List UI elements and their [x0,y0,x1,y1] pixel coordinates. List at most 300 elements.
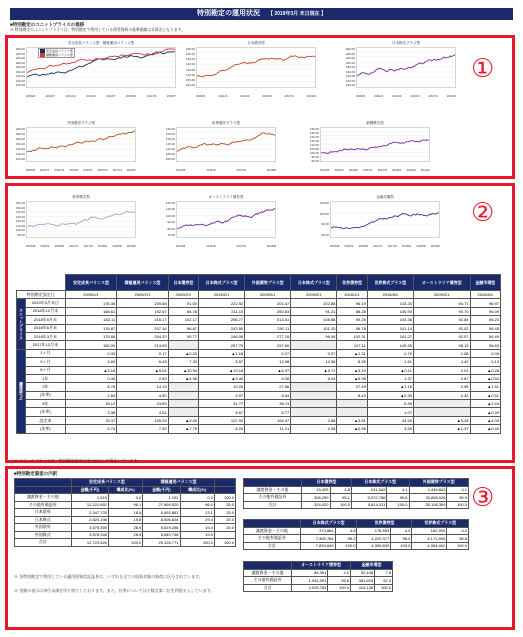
y-axis-labels [318,201,329,237]
table-cell: 100.0 [108,539,142,547]
x-tick-label: 2019/2 [420,168,430,172]
column-header: 積極運用バランス型 [117,275,168,291]
table-cell: 256.77 [199,316,245,324]
y-tick-label: 70.00 [167,232,175,237]
x-tick-label: 2017/3 [112,168,122,172]
column-header: 日本債券型 [168,275,198,291]
column-header: 金融市場型 [470,275,500,291]
x-tick-label: 2017/2 [373,244,383,248]
table-header-row [15,479,236,487]
table-cell: 29.4 [180,516,214,524]
charts-row2-chart-3 [309,121,430,172]
table-cell: 8.95 [337,358,367,366]
table-cell: 25.0 [214,501,235,509]
table-cell: 1,151 [143,494,180,502]
table-cell: 95.77 [168,332,198,340]
table-cell: 241,542 [351,486,386,494]
table-row [17,324,501,332]
sub-header: 構成比(%) [180,486,214,494]
table-cell [168,383,198,391]
y-tick-label: 90.00 [167,220,175,225]
x-tick-label: 2016/2 [334,168,344,172]
table-cell: 18.12 [65,400,116,408]
table-cell: 122.92 [199,416,245,424]
chart-plot [176,201,276,247]
y-tick-label: 140.00 [15,210,25,215]
x-tick-label: 2016/8 [358,244,368,248]
table-cell: 2.84 [65,391,116,399]
x-tick-label: 2017/2 [363,168,373,172]
table-cell: 12.98 [245,358,291,366]
table-cell: 102.17 [168,316,198,324]
table-cell: 27,969,520 [143,501,180,509]
table-cell: 2,028,783 [292,584,328,592]
table-cell: 4.1 [447,486,469,494]
table-cell: 100.0 [447,542,469,550]
x-tick-label: 2018/7 [126,168,136,172]
y-axis-labels [308,127,319,161]
table-cell [168,391,198,399]
y-tick-label: 160.00 [15,69,25,74]
x-tick-label: 2015/8 [176,168,186,172]
table-cell: 176.87 [65,324,116,332]
row-label: その他有価証券 [244,577,292,585]
charts-row1-chart-3 [345,41,456,98]
x-axis-labels [330,244,440,248]
table-cell: ▲13.18 [199,366,245,374]
charts-row1-chart-2 [185,41,316,98]
y-tick-label: 110.00 [166,147,175,151]
table-cell: 0.17 [117,349,168,357]
row-label: 日本債券 [15,509,72,517]
group-header: 日本債券型 [301,479,351,487]
table-cell: 7,460,784 [300,535,335,543]
table-cell: 96.87 [168,324,198,332]
row-label: 合計 [244,584,292,592]
table-cell: 192.67 [117,307,168,315]
table-cell: 207.16 [117,324,168,332]
x-tick-label: 2018/2 [391,168,402,172]
table-cell: 92.02 [413,324,470,332]
y-axis-labels [164,127,175,161]
x-tick-label: 2018/8 [416,244,426,248]
table-cell: 11.21 [245,425,291,433]
table-cell: 2.87 [413,374,470,382]
table-cell: 99.26 [337,316,367,324]
table-cell: 3.59 [367,425,413,433]
table-row [17,307,501,315]
y-axis-labels [344,47,355,87]
row-label: 特別勘定設定日 [17,291,66,299]
table-cell: 4.8 [335,527,357,535]
x-tick-label: 2010/7 [40,168,50,172]
table-cell: 8,506,624 [143,516,180,524]
row-label: (年率) [26,391,66,399]
series-line-1 [357,55,455,76]
x-axis-labels [26,244,136,248]
table-cell [168,408,198,416]
table-cell: 14.13 [117,383,168,391]
table-cell: 20.0 [214,524,235,532]
x-tick-label: 2017/8 [83,244,93,248]
table-cell: 19.4 [180,524,214,532]
x-tick-label: 2017/8 [236,244,246,248]
y-tick-label: 260.00 [15,47,25,51]
row-label: 2018年12月末 [26,307,66,315]
y-axis-labels [14,127,25,161]
table-cell: ▲4.03 [470,416,500,424]
y-tick-label: 220.00 [15,127,25,131]
x-axis-labels [356,94,456,98]
y-tick-label: 100.00 [309,151,319,155]
table-cell [291,391,337,399]
table-cell: 1.07 [367,408,413,416]
table-cell: 101.20 [291,324,337,332]
x-tick-label: 2018/8 [266,244,276,248]
table-row [17,416,501,424]
chart-plot [26,127,136,171]
table-cell: 2009/2/1 [291,291,337,299]
table-cell: 24.69 [117,400,168,408]
chart-title: 世界株式型 [72,195,90,199]
y-tick-label: 100.00 [165,157,175,161]
table-cell: 7.32 [117,425,168,433]
table-cell: 96.09 [470,307,500,315]
table-cell: 94.71 [413,299,470,307]
table-row [15,501,236,509]
chart-legend [38,48,75,58]
table-row [17,291,501,299]
table-cell: 96.99 [291,332,337,340]
y-tick-label: 95.00 [311,155,319,159]
table-cell: 6.26 [245,374,291,382]
x-tick-label: 2017/3 [284,94,294,98]
y-tick-label: 240.00 [345,51,355,56]
chart-plot [320,127,430,171]
y-tick-label: 110.00 [166,207,175,212]
table-cell: 140.93 [367,307,413,315]
table-cell: 100.0 [214,539,235,547]
table-cell: 19.00 [199,383,245,391]
y-tick-label: 120.00 [345,78,355,83]
table-row [244,486,469,494]
y-tick-label: 99.00 [321,232,329,237]
table-row [15,524,236,532]
y-tick-label: 120.00 [15,219,25,224]
table-cell: 95.9 [447,494,469,502]
table-row [17,391,501,399]
chart-title: 外国債券プラス型 [67,121,95,125]
x-tick-label: 2017/2 [69,244,79,248]
table-cell: 5.67 [199,408,245,416]
table-cell: 7.8 [375,569,393,577]
table-row [244,494,469,502]
charts-row2-chart-1 [15,121,136,172]
row-label: その他有価証券 [244,535,301,543]
y-axis-labels [14,201,25,237]
x-tick-label: 2010/7 [45,94,55,98]
table-cell: 92.84 [413,316,470,324]
table-cell: 141.14 [367,324,413,332]
table-cell: 0.05 [470,349,500,357]
group-header: 金融市場型 [351,562,393,570]
x-tick-label: 2016/8 [206,168,216,172]
x-axis-labels [176,168,276,172]
row-label: 1ヶ月 [26,349,66,357]
table-row [244,501,469,509]
table-cell [291,408,337,416]
y-tick-label: 180.00 [345,65,355,69]
table-cell: 96.45 [470,324,500,332]
table-cell: 4,399,830 [357,542,391,550]
table-cell: 4.8 [330,486,351,494]
table-cell: 414,138 [351,584,375,592]
row-label: 合計 [244,542,301,550]
table-cell: 96.0 [180,501,214,509]
table-cell: 5,619,286 [143,524,180,532]
y-tick-label: 115.00 [186,67,195,72]
x-tick-label: 2013/3 [240,94,250,98]
table-cell: 0.33 [65,349,116,357]
chart-title: 新興株式型 [366,121,384,125]
y-tick-label: 200.00 [345,60,355,65]
table-cell: 2009/2/1 [245,291,291,299]
table-cell: 35,106,369 [409,501,447,509]
table-cell: 92.2 [375,577,393,585]
column-header: 安定成長バランス型 [65,275,116,291]
table-cell [337,408,367,416]
x-axis-labels [26,94,176,98]
chart-frame [197,48,316,88]
table-cell [168,400,198,408]
table-cell: ▲0.98 [337,425,367,433]
table-cell: 4,171,500 [412,535,447,543]
group-header: 外国債券プラス型 [409,479,469,487]
row-label: 3年 [26,383,66,391]
table-cell: 2,347,725 [71,509,108,517]
table-cell: 23.1 [180,509,214,517]
table-cell: 5,572,786 [351,494,386,502]
table-cell: 88.28 [337,307,367,315]
table-cell: 43.20 [367,416,413,424]
table-cell: 2009/2/1 [65,291,116,299]
table-cell: 84.78 [168,307,198,315]
section3-heading: ■特別勘定資産の内訳 [14,471,58,476]
table-cell: 222.92 [199,299,245,307]
table-cell: 7.33 [168,358,198,366]
y-tick-label: 130.00 [15,214,25,219]
table-cell: 100.0 [447,501,469,509]
table-cell: 3,675,359 [71,524,108,532]
table-cell [291,341,337,349]
callout-number-3: ③ [471,483,495,513]
table-cell: 100.0 [375,584,393,592]
table-cell: 5,814,311 [351,501,386,509]
group-header: 世界債券型 [357,520,412,528]
table-cell: 96.78 [337,324,367,332]
table-cell: 95.1 [330,494,351,502]
bottom-note-2: ※ 金額の表示は単位未満を切り捨てしております。また、比率については小数点第二位を四捨五入しています。 [14,588,215,593]
table-cell: 96.97 [470,299,500,307]
page-title: 特別勘定の運用状況 [196,10,260,17]
table-cell: 91.00 [168,299,198,307]
table-cell: 1.08 [413,349,470,357]
table-cell [291,383,337,391]
row-label: その他有価証券 [244,494,302,502]
table-row [15,516,236,524]
y-tick-label: 105.00 [165,152,175,156]
table-cell: 8.20 [199,425,245,433]
corner-cell [244,520,301,528]
x-tick-label: 2014/7 [83,168,93,172]
chart-title: 安定成長バランス型・積極運用バランス型 [67,41,135,45]
table-cell: 4.42 [413,358,470,366]
page-title-bar [10,8,513,20]
table-cell [337,400,367,408]
x-tick-label: 2009/3 [356,94,366,98]
table-cell: 5,649,748 [143,531,180,539]
table-row [17,383,501,391]
y-tick-label: 160.00 [15,201,25,205]
charts-row3-chart-3 [319,195,440,248]
sub-header: 金額(千円) [71,486,108,494]
x-tick-label: 2017/8 [377,168,387,172]
table-cell: ▲1.37 [413,425,470,433]
x-tick-label: 2011/11 [54,168,65,172]
table-header-row [244,479,469,487]
group-header: 日本株式プラス型 [300,520,357,528]
row-label: 譲渡資金・その他 [244,486,302,494]
table-cell: 4,222,977 [357,535,391,543]
table-cell: 141.27 [367,332,413,340]
table-cell: 2015/8/1 [367,291,413,299]
table-row [17,425,501,433]
x-tick-label: 2016/8 [206,244,216,248]
column-header: 日本株式プラス型 [291,275,337,291]
column-header: 外国債券プラス型 [245,275,291,291]
table-row [244,535,469,543]
table-row [15,539,236,547]
group-header: 日本株式プラス型 [351,479,409,487]
row-label: 1年 [26,374,66,382]
table-cell: 2016/2/1 [337,291,367,299]
table-cell: 19.8 [108,516,142,524]
series-line-1 [197,56,315,77]
y-tick-label: 140.00 [345,74,355,78]
chart-frame [321,128,430,162]
corner-cell [244,562,292,570]
table-cell: 381,693 [351,577,375,585]
chart-title: 日本株式プラス型 [392,41,420,45]
table-cell: ▲3.16 [65,366,116,374]
charts-row1-chart-1 [15,41,176,98]
table-cell: ▲4.98 [168,374,198,382]
table-cell: 12.56 [291,358,337,366]
table-cell: 4.1 [387,486,409,494]
row-label: 2018年3月末 [26,332,66,340]
table-cell: 216.17 [117,316,168,324]
y-tick-label: 120.00 [15,152,25,156]
legend-label: 積極運用バランス型 [46,53,73,57]
table-cell: 96.63 [470,341,500,349]
table-cell: 95.8 [328,577,351,585]
row-label: 5年 [26,400,66,408]
table-cell: ▲0.03 [168,349,198,357]
table-cell: 76.37 [65,416,116,424]
table-cell: 176.36 [65,299,116,307]
y-tick-label: 160.00 [345,69,355,74]
table-cell: 257.70 [199,341,245,349]
y-tick-label: 120.00 [165,137,175,141]
table-row [15,509,236,517]
table-cell: 297.60 [245,341,291,349]
y-tick-label: 200.00 [15,132,25,136]
table-cell: 31.77 [199,400,245,408]
table-cell: 2.88 [291,416,337,424]
x-tick-label: 2013/3 [69,168,79,172]
section1-heading: ■特別勘定のユニットプライスの推移 [10,22,85,27]
table-cell: ▲0.40 [470,425,500,433]
y-tick-label: 100.50 [319,201,329,205]
x-tick-label: 2015/8 [320,168,330,172]
series-line-1 [27,131,135,152]
table-cell: 5.49 [367,400,413,408]
table-cell [413,408,470,416]
table-row [17,366,501,374]
table-cell: 1,515 [71,494,108,502]
table-cell: 308,290 [301,494,330,502]
series-line-1 [331,213,439,229]
table-cell: ▲1.16 [367,383,413,391]
x-tick-label: 2011/11 [65,94,76,98]
table-row [17,358,501,366]
y-tick-label: 100.00 [185,82,195,87]
table-cell: 0.13 [470,358,500,366]
table-cell: 8.54 [245,391,291,399]
table-cell: 33,658,026 [409,494,447,502]
x-axis-labels [320,168,430,172]
y-tick-label: 140.00 [15,147,25,151]
table-cell: 90.70 [413,307,470,315]
table-row [17,408,501,416]
table-cell: ▲0.49 [470,408,500,416]
table-cell: ▲1.51 [470,383,500,391]
table-cell: ▲3.10 [337,366,367,374]
y-tick-label: 120.00 [185,62,195,67]
table-cell: 243.50 [199,324,245,332]
x-tick-label: 2017/3 [428,94,438,98]
table-cell: 176,853 [357,527,391,535]
y-tick-label: 100.00 [15,83,25,87]
table-cell: 100.0 [180,539,214,547]
table-row [244,542,469,550]
table-cell: 4.50 [117,391,168,399]
table-cell: 0.0 [108,494,142,502]
y-axis-labels [14,47,25,87]
assets-table-b [243,519,469,550]
side-label: ユニットプライス [17,299,26,349]
table-cell: 2,520,196 [71,516,108,524]
table-cell: 6.04 [291,374,337,382]
chart-title: 日本債券型 [247,41,265,45]
table-cell: 25.0 [214,509,235,517]
table-cell: 4.60 [65,358,116,366]
y-tick-label: 120.00 [309,135,319,139]
charts-row3-chart-2 [165,195,276,248]
x-tick-label: 2016/2 [40,244,50,248]
x-tick-label: 2017/8 [236,168,246,172]
sub-header: 金額(千円) [143,486,180,494]
